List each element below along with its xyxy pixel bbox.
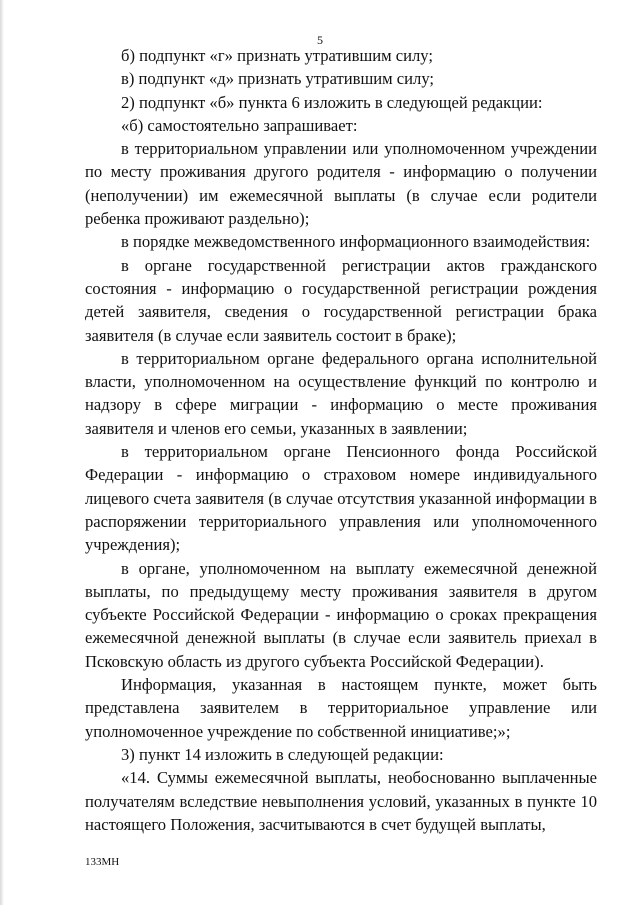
paragraph-10: в органе, уполномоченном на выплату ежемесячной денежной выплаты, по предыдущему месту проживания заявителя в другом субъекте Российской Федерации - информацию о сроках прекращения ежемесячной денежной выплаты (в случае если заявитель приехал в Псковскую область из другого субъекта Российской Федерации).	[85, 558, 597, 671]
paragraph-1: б) подпункт «г» признать утратившим силу;	[121, 46, 433, 65]
paragraph-13: «14. Суммы ежемесячной выплаты, необоснованно выплаченные получателям вследствие невыполнения условий, указанных в пункте 10 настоящего Положения, засчитываются в счет будущей выплаты,	[85, 768, 597, 834]
paragraph-12: 3) пункт 14 изложить в следующей редакции:	[121, 744, 444, 764]
paragraph-4: «б) самостоятельно запрашивает:	[121, 115, 358, 135]
document-code: 133МН	[85, 856, 120, 868]
paragraph-2: в) подпункт «д» признать утратившим силу;	[121, 69, 435, 89]
paragraph-7: в органе государственной регистрации актов гражданского состояния - информацию о государственной регистрации рождения детей заявителя, сведения о государственной регистрации брака заявителя (в случае если заявитель состоит в браке);	[85, 255, 597, 345]
paragraph-3: 2) подпункт «б» пункта 6 изложить в следующей редакции:	[121, 92, 543, 112]
paragraph-8: в территориальном органе федерального органа исполнительной власти, уполномоченном на осуществление функций по контролю и надзору в сфере миграции - информацию о месте проживания заявителя и членов его семьи, указанных в заявлении;	[85, 348, 597, 438]
paragraph-5: в территориальном управлении или уполномоченном учреждении по месту проживания другого родителя - информацию о получении (неполучении) им ежемесячной выплаты (в случае если родители ребенка проживают раздельно);	[85, 139, 597, 229]
document-body	[85, 44, 597, 836]
paragraph-11: Информация, указанная в настоящем пункте, может быть представлена заявителем в территориальное управление или уполномоченное учреждение по собственной инициативе;»;	[85, 675, 597, 741]
paragraph-9: в территориальном органе Пенсионного фонда Российской Федерации - информацию о страховом номере индивидуального лицевого счета заявителя (в случае отсутствия указанной информации в распоряжении территориального управления или уполномоченного учреждения);	[85, 442, 597, 555]
page-number: 5	[317, 33, 323, 47]
scan-edge-shadow	[0, 0, 4, 905]
paragraph-6: в порядке межведомственного информационного взаимодействия:	[121, 232, 591, 252]
